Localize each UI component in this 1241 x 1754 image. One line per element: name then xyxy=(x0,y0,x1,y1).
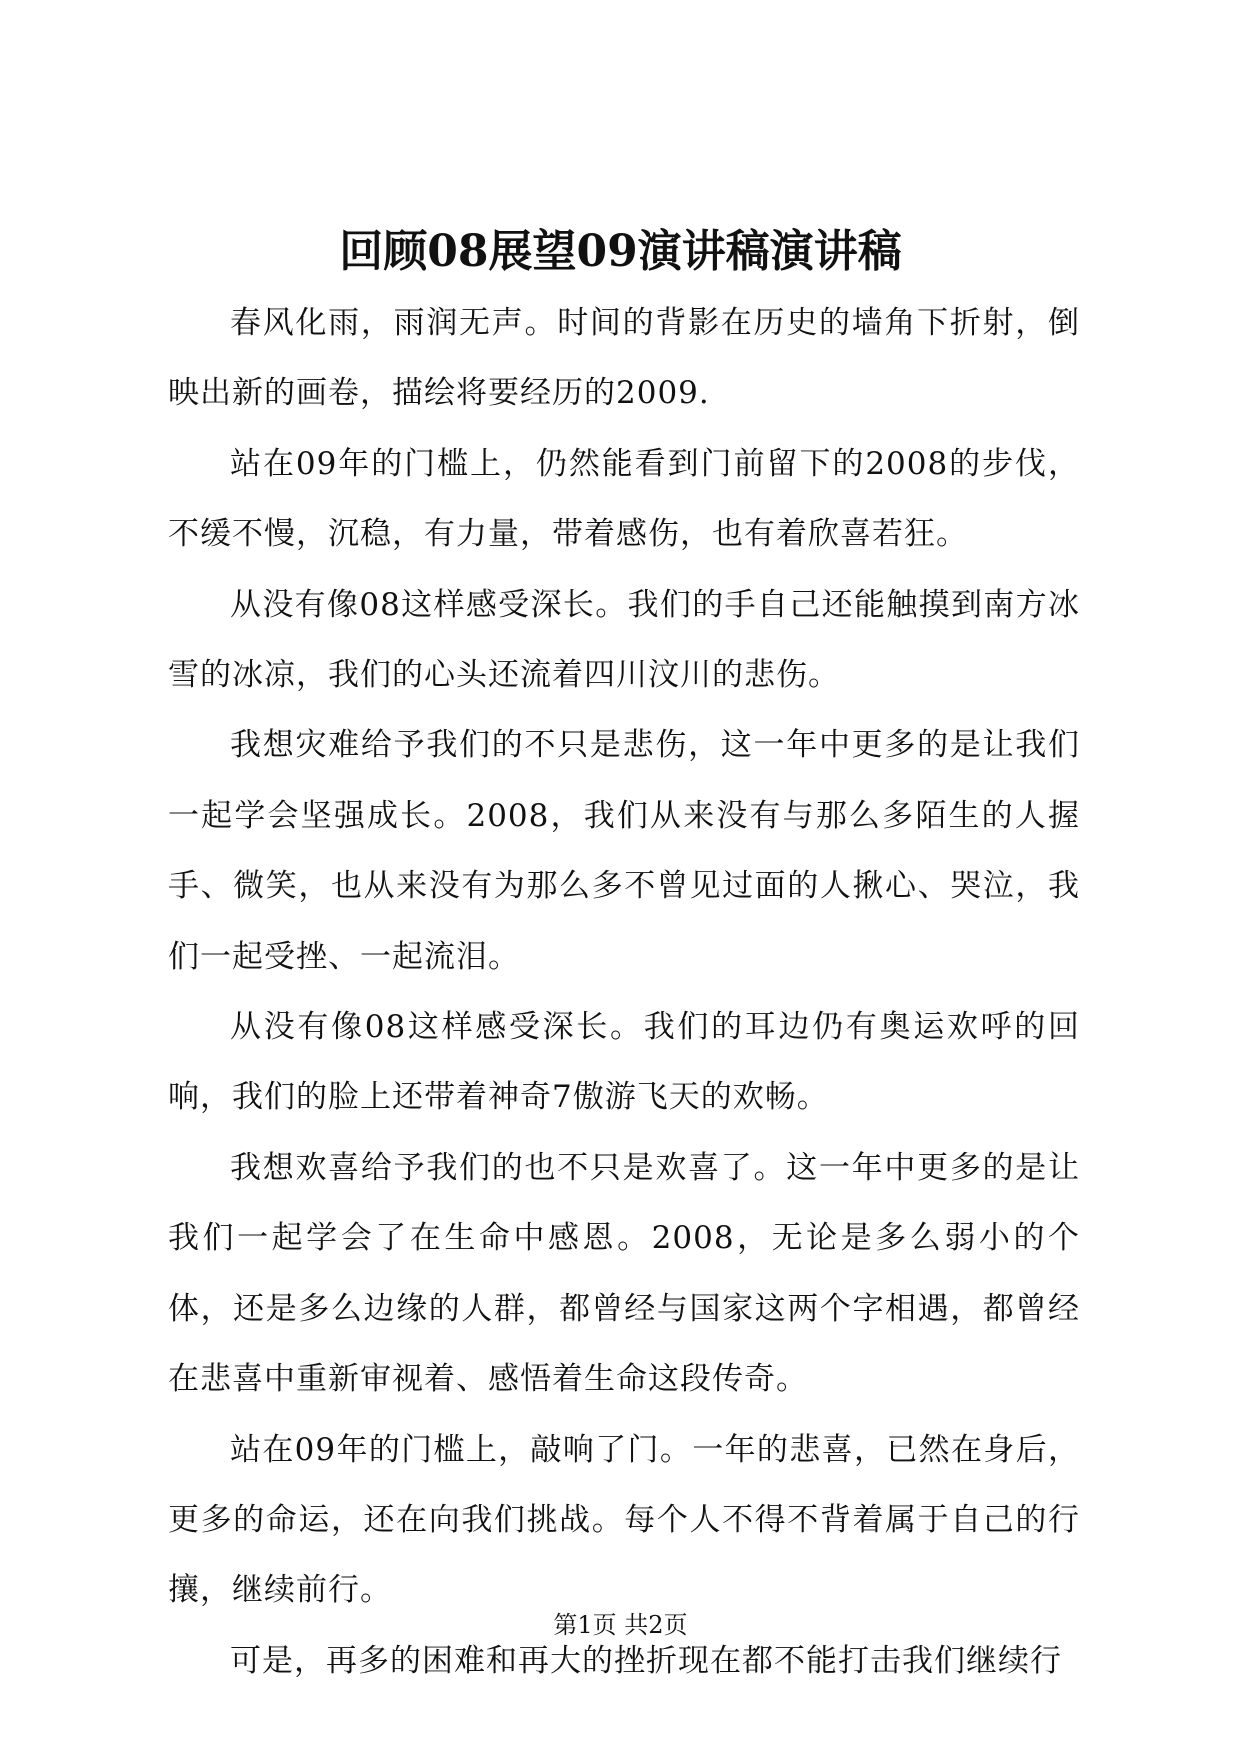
page-number-footer: 第1页 共2页 xyxy=(553,1611,688,1639)
document-body xyxy=(168,288,1080,1696)
document-title: 回顾08展望09演讲稿演讲稿 xyxy=(339,226,902,277)
paragraph: 站在09年的门槛上，仍然能看到门前留下的2008的步伐，不缓不慢，沉稳，有力量，带着感伤，也有着欣喜若狂。 xyxy=(168,445,1080,553)
paragraph: 站在09年的门槛上，敲响了门。一年的悲喜，已然在身后，更多的命运，还在向我们挑战。每个人不得不背着属于自己的行攘，继续前行。 xyxy=(168,1431,1080,1609)
paragraph: 可是，再多的困难和再大的挫折现在都不能打击我们继续行 xyxy=(230,1642,1062,1679)
paragraph: 我想灾难给予我们的不只是悲伤，这一年中更多的是让我们一起学会坚强成长。2008，我们从来没有与那么多陌生的人握手、微笑，也从来没有为那么多不曾见过面的人揪心、哭泣，我们一起受挫、一起流泪。 xyxy=(168,727,1080,975)
paragraph: 我想欢喜给予我们的也不只是欢喜了。这一年中更多的是让我们一起学会了在生命中感恩。2008，无论是多么弱小的个体，还是多么边缘的人群，都曾经与国家这两个字相遇，都曾经在悲喜中重新审视着、感悟着生命这段传奇。 xyxy=(168,1149,1080,1398)
paragraph: 从没有像08这样感受深长。我们的手自己还能触摸到南方冰雪的冰凉，我们的心头还流着四川汶川的悲伤。 xyxy=(168,586,1080,694)
paragraph: 春风化雨，雨润无声。时间的背影在历史的墙角下折射，倒映出新的画卷，描绘将要经历的2009. xyxy=(168,305,1080,412)
paragraph: 从没有像08这样感受深长。我们的耳边仍有奥运欢呼的回响，我们的脸上还带着神奇7傲游飞天的欢畅。 xyxy=(168,1009,1080,1116)
